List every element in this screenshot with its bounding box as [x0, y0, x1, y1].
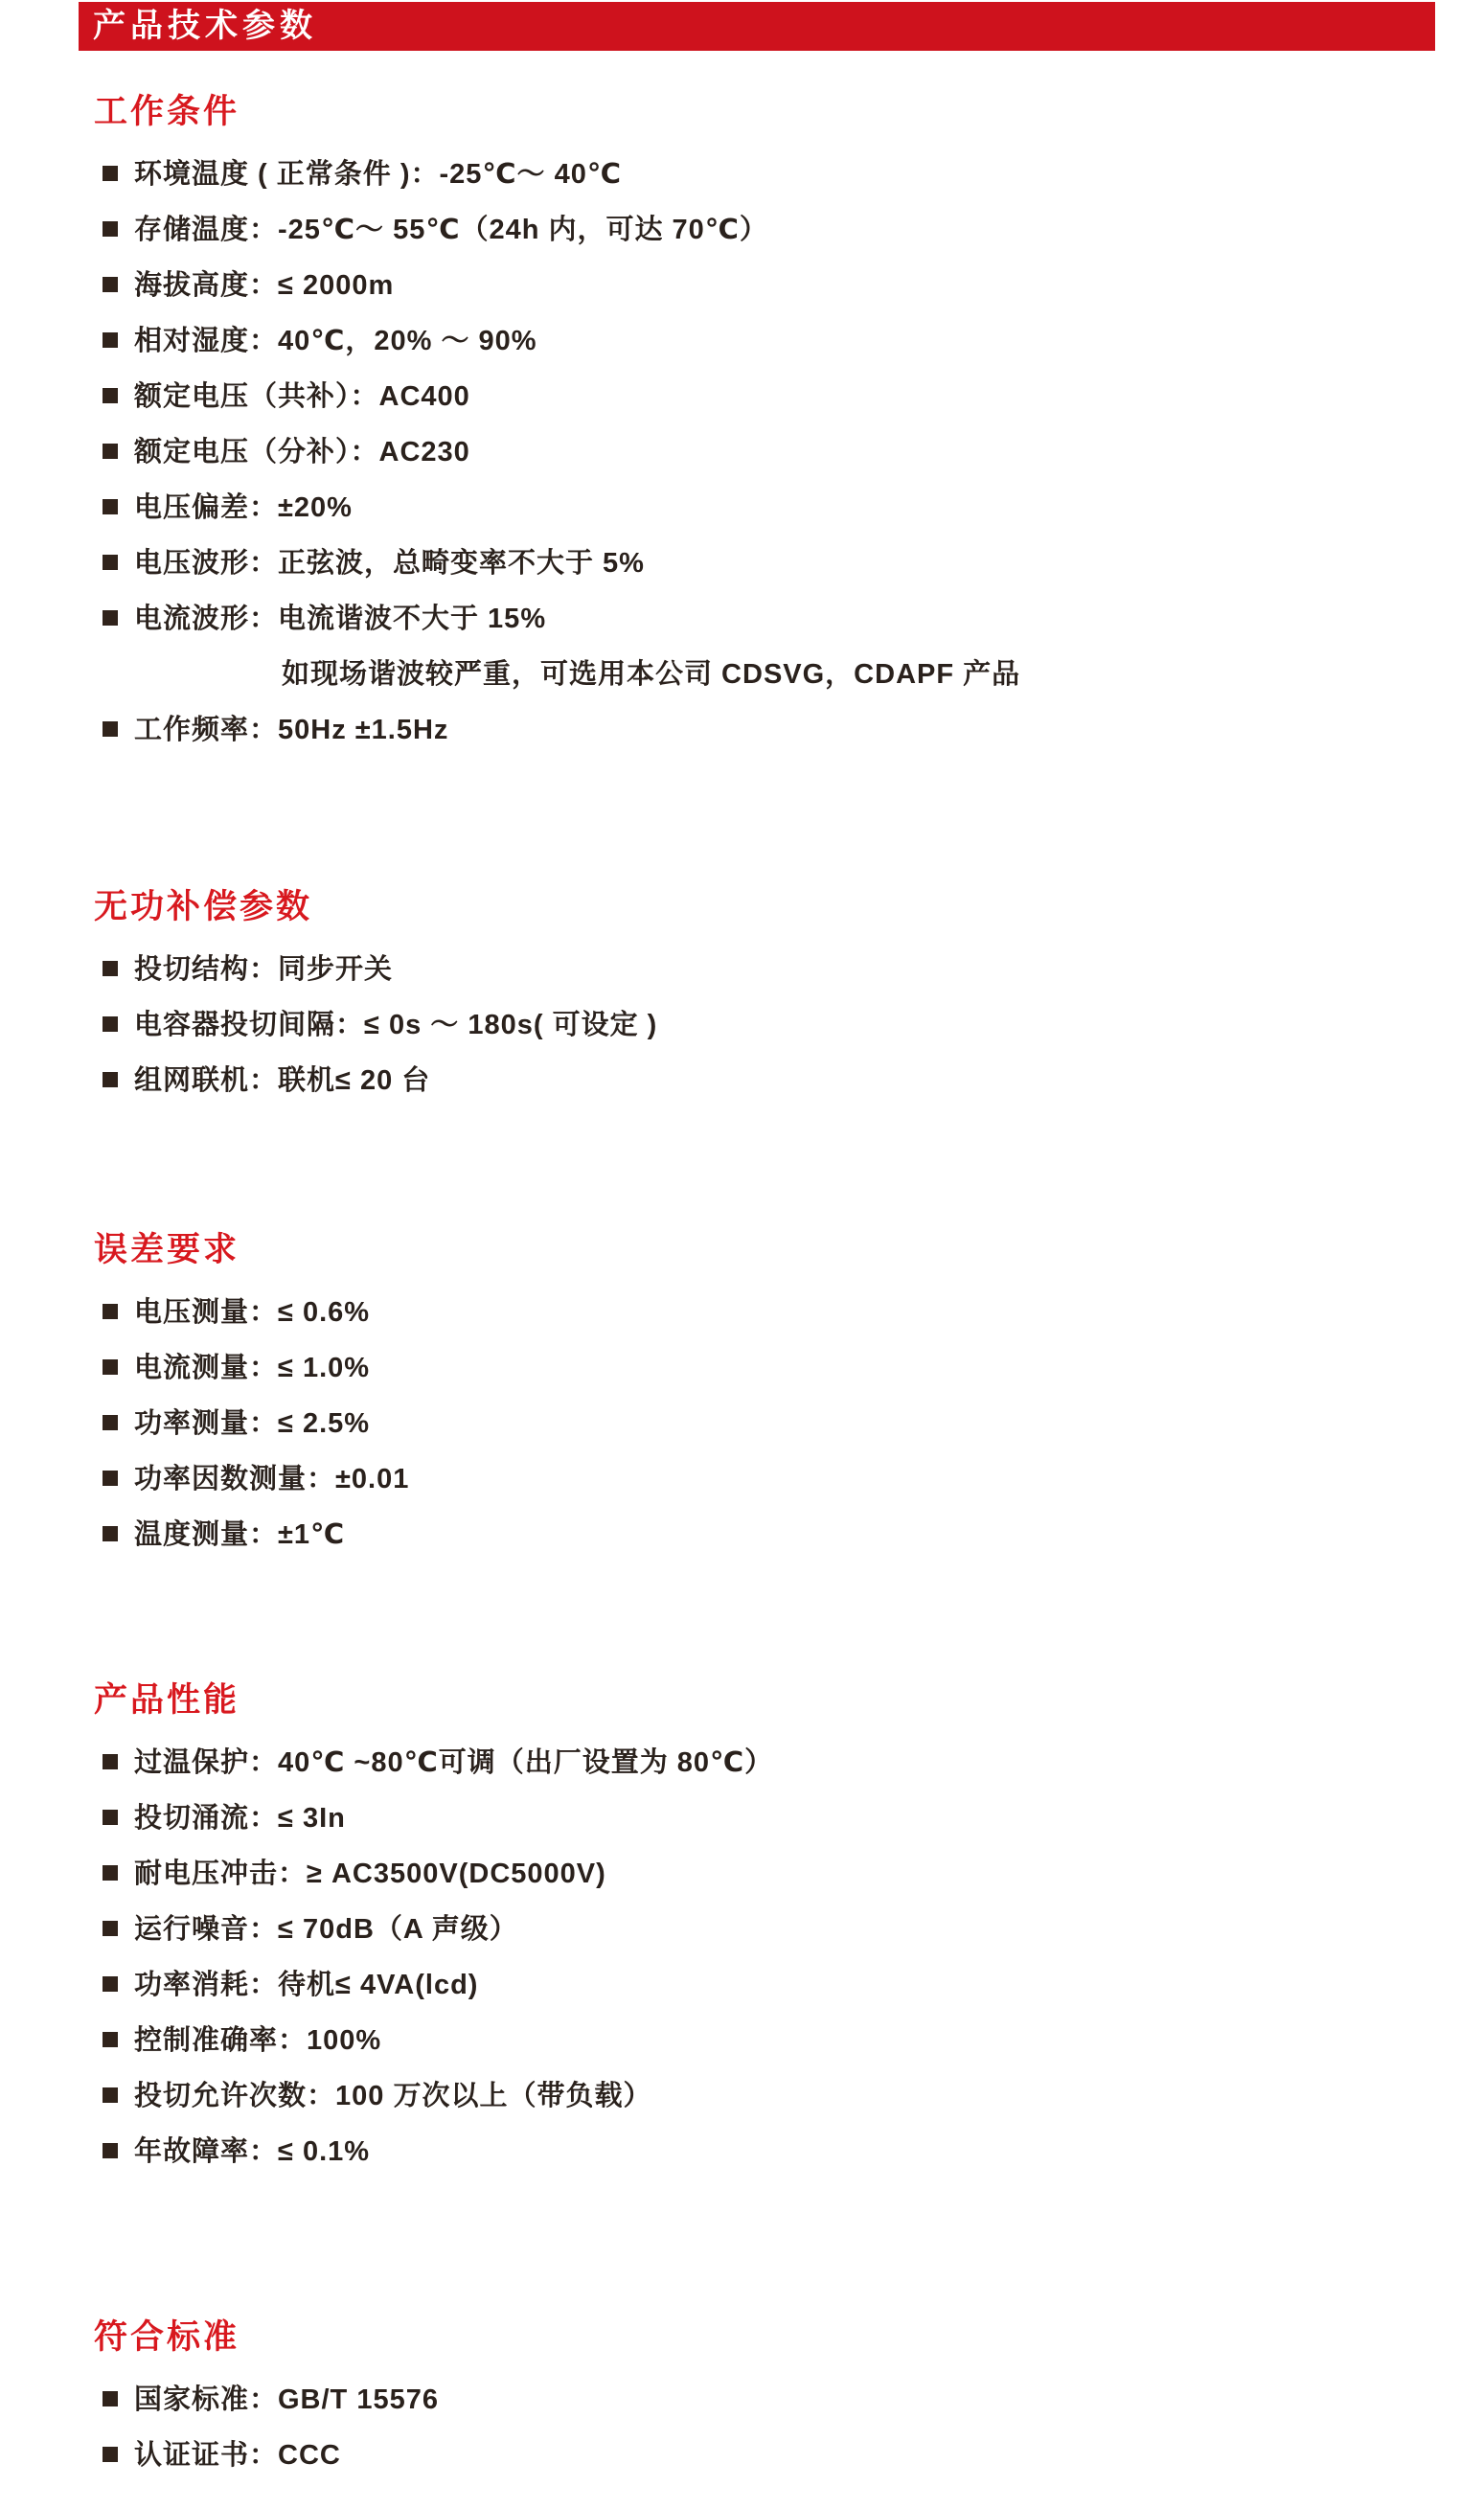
spec-list	[94, 1748, 1465, 2166]
spec-list	[94, 2385, 1465, 2470]
spec-item	[94, 604, 1465, 633]
bullet-square-icon	[103, 2087, 118, 2103]
section-heading: 误差要求	[94, 1231, 240, 1268]
spec-item	[94, 2137, 1465, 2166]
section-working-conditions	[94, 93, 1465, 771]
bullet-square-icon	[103, 2447, 118, 2462]
bullet-square-icon	[103, 555, 118, 570]
spec-item-text: 投切涌流：≤ 3In	[134, 1803, 346, 1834]
bullet-square-icon	[103, 1526, 118, 1541]
spec-item-text: 运行噪音：≤ 70dB（A 声级）	[134, 1914, 518, 1945]
bullet-square-icon	[103, 1072, 118, 1087]
bullet-square-icon	[103, 721, 118, 737]
spec-item	[94, 216, 1465, 244]
spec-item-text: 相对湿度：40℃，20% ～ 90%	[134, 326, 537, 356]
spec-item-text: 电流测量：≤ 1.0%	[134, 1353, 371, 1383]
spec-item-text: 投切结构：同步开关	[134, 954, 394, 985]
spec-item	[94, 1298, 1465, 1327]
spec-item-text: 额定电压（分补）：AC230	[134, 437, 470, 468]
spec-item-text: 存储温度：-25℃～ 55℃（24h 内，可达 70℃）	[134, 215, 768, 245]
spec-item-text: 年故障率：≤ 0.1%	[134, 2136, 371, 2167]
spec-item	[94, 549, 1465, 578]
bullet-square-icon	[103, 499, 118, 514]
spec-item-text: 电压波形：正弦波，总畸变率不大于 5%	[134, 548, 645, 579]
spec-item	[94, 382, 1465, 411]
spec-item	[94, 2026, 1465, 2055]
bullet-square-icon	[103, 2143, 118, 2158]
spec-item-text: 功率因数测量：±0.01	[134, 1464, 410, 1494]
spec-list	[94, 955, 1465, 1095]
spec-item-text: 电容器投切间隔：≤ 0s ～ 180s( 可设定 )	[134, 1010, 658, 1040]
spec-item-text: 海拔高度：≤ 2000m	[134, 270, 395, 301]
spec-item	[94, 438, 1465, 467]
spec-item	[94, 1465, 1465, 1494]
page-title: 产品技术参数	[93, 8, 317, 44]
spec-item-text: 额定电压（共补）：AC400	[134, 381, 470, 412]
spec-item	[94, 1066, 1465, 1095]
spec-item	[94, 1011, 1465, 1039]
bullet-square-icon	[103, 1471, 118, 1486]
section-standards-compliance	[94, 2318, 1465, 2497]
spec-item-text: 过温保护：40℃ ~80℃可调（出厂设置为 80℃）	[134, 1747, 774, 1778]
spec-item	[94, 1520, 1465, 1549]
spec-item	[94, 1915, 1465, 1944]
spec-item	[94, 2385, 1465, 2414]
section-heading: 产品性能	[94, 1681, 240, 1719]
bullet-square-icon	[103, 166, 118, 181]
spec-item-text: 环境温度 ( 正常条件 )：-25℃～ 40℃	[134, 159, 622, 190]
spec-item	[94, 327, 1465, 355]
spec-item-text: 认证证书：CCC	[134, 2440, 341, 2471]
section-product-performance	[94, 1681, 1465, 2193]
spec-item	[94, 1748, 1465, 1777]
bullet-square-icon	[103, 444, 118, 459]
spec-item	[94, 1354, 1465, 1382]
spec-item-continuation	[94, 660, 1465, 689]
spec-list	[94, 1298, 1465, 1549]
bullet-square-icon	[103, 1921, 118, 1936]
spec-item-text: 控制准确率：100%	[134, 2025, 382, 2056]
bullet-square-icon	[103, 2032, 118, 2047]
spec-item-text: 电压偏差：±20%	[134, 492, 353, 523]
bullet-square-icon	[103, 610, 118, 626]
spec-item-text: 温度测量：±1℃	[134, 1519, 346, 1550]
spec-item	[94, 160, 1465, 189]
spec-item	[94, 955, 1465, 984]
spec-item	[94, 1804, 1465, 1833]
section-heading: 符合标准	[94, 2318, 240, 2356]
bullet-square-icon	[103, 388, 118, 403]
bullet-square-icon	[103, 1865, 118, 1881]
bullet-square-icon	[103, 1754, 118, 1769]
bullet-square-icon	[103, 277, 118, 292]
spec-item-text: 电流波形：电流谐波不大于 15%	[134, 604, 547, 634]
spec-item-text: 功率测量：≤ 2.5%	[134, 1408, 371, 1439]
spec-item	[94, 2441, 1465, 2470]
spec-item	[94, 716, 1465, 744]
spec-item-text: 电压测量：≤ 0.6%	[134, 1297, 371, 1328]
spec-item-text: 耐电压冲击：≥ AC3500V(DC5000V)	[134, 1859, 606, 1889]
spec-list	[94, 160, 1465, 744]
spec-item	[94, 1971, 1465, 1999]
spec-item-text: 投切允许次数：100 万次以上（带负载）	[134, 2081, 652, 2111]
bullet-square-icon	[103, 961, 118, 976]
section-heading: 无功补偿参数	[94, 888, 313, 925]
section-reactive-compensation	[94, 888, 1465, 1122]
bullet-square-icon	[103, 1359, 118, 1375]
bullet-square-icon	[103, 1415, 118, 1430]
bullet-square-icon	[103, 1976, 118, 1992]
section-error-requirements	[94, 1231, 1465, 1576]
bullet-square-icon	[103, 1304, 118, 1319]
bullet-square-icon	[103, 1810, 118, 1825]
spec-item-text: 组网联机：联机≤ 20 台	[134, 1065, 431, 1096]
spec-item	[94, 493, 1465, 522]
header-bar	[79, 2, 1435, 51]
spec-item	[94, 1409, 1465, 1438]
spec-item-text: 国家标准：GB/T 15576	[134, 2384, 439, 2415]
bullet-square-icon	[103, 221, 118, 237]
spec-item	[94, 1859, 1465, 1888]
spec-item	[94, 271, 1465, 300]
bullet-square-icon	[103, 332, 118, 348]
spec-item-text: 工作频率：50Hz ±1.5Hz	[134, 715, 449, 745]
bullet-square-icon	[103, 1016, 118, 1032]
spec-item-text: 如现场谐波较严重，可选用本公司 CDSVG，CDAPF 产品	[282, 659, 1021, 690]
section-heading: 工作条件	[94, 93, 240, 130]
bullet-square-icon	[103, 2391, 118, 2406]
spec-item	[94, 2082, 1465, 2110]
spec-item-text: 功率消耗：待机≤ 4VA(lcd)	[134, 1970, 479, 2000]
